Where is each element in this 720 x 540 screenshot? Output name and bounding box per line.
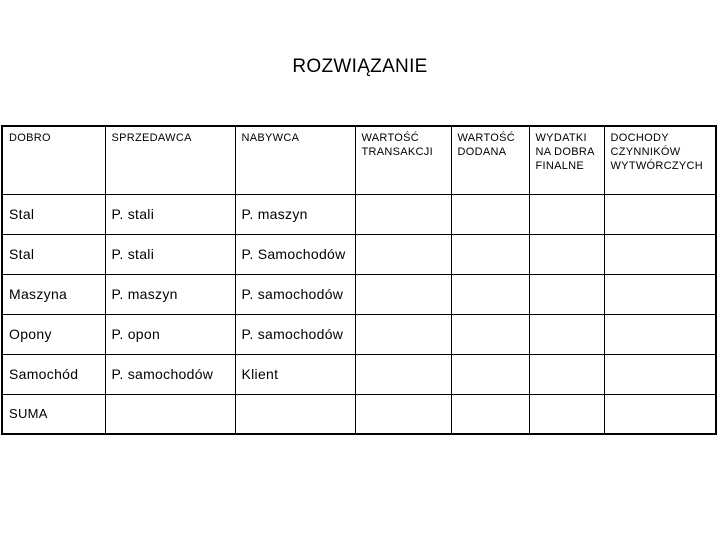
cell-dochody [604, 194, 716, 234]
header-wartosc-transakcji: WARTOŚĆ TRANSAKCJI [355, 126, 451, 194]
table-row [2, 354, 716, 394]
cell-wydatki [529, 234, 604, 274]
cell-sprzedawca: P. stali [105, 234, 235, 274]
header-dobro: DOBRO [2, 126, 105, 194]
cell-nabywca: P. maszyn [235, 194, 355, 234]
sum-row [2, 394, 716, 434]
cell-sprzedawca: P. stali [105, 194, 235, 234]
cell-dobro: Samochód [2, 354, 105, 394]
sum-label: SUMA [2, 394, 105, 434]
cell-nabywca: P. Samochodów [235, 234, 355, 274]
sum-cell [105, 394, 235, 434]
table-row [2, 314, 716, 354]
sum-cell [529, 394, 604, 434]
cell-wartosc-dodana [451, 314, 529, 354]
cell-wydatki [529, 194, 604, 234]
cell-sprzedawca: P. maszyn [105, 274, 235, 314]
cell-sprzedawca: P. opon [105, 314, 235, 354]
cell-nabywca: P. samochodów [235, 314, 355, 354]
cell-wartosc-transakcji [355, 354, 451, 394]
cell-wydatki [529, 274, 604, 314]
solution-table [1, 125, 717, 435]
cell-dobro: Stal [2, 234, 105, 274]
cell-nabywca: P. samochodów [235, 274, 355, 314]
cell-wartosc-transakcji [355, 314, 451, 354]
cell-wartosc-dodana [451, 194, 529, 234]
cell-dochody [604, 234, 716, 274]
cell-dobro: Maszyna [2, 274, 105, 314]
cell-dobro: Stal [2, 194, 105, 234]
cell-wartosc-dodana [451, 354, 529, 394]
sum-cell [235, 394, 355, 434]
header-sprzedawca: SPRZEDAWCA [105, 126, 235, 194]
cell-wartosc-transakcji [355, 194, 451, 234]
table-row [2, 274, 716, 314]
sum-cell [355, 394, 451, 434]
sum-cell [451, 394, 529, 434]
header-wydatki-na-dobra-finalne: WYDATKI NA DOBRA FINALNE [529, 126, 604, 194]
header-wartosc-dodana: WARTOŚĆ DODANA [451, 126, 529, 194]
sum-cell [604, 394, 716, 434]
cell-wartosc-transakcji [355, 234, 451, 274]
cell-wydatki [529, 314, 604, 354]
cell-dobro: Opony [2, 314, 105, 354]
cell-nabywca: Klient [235, 354, 355, 394]
table-row [2, 234, 716, 274]
cell-wartosc-transakcji [355, 274, 451, 314]
cell-dochody [604, 274, 716, 314]
slide-title: ROZWIĄZANIE [292, 56, 428, 77]
table-header-row [2, 126, 716, 194]
header-dochody-czynnikow: DOCHODY CZYNNIKÓW WYTWÓRCZYCH [604, 126, 716, 194]
cell-dochody [604, 354, 716, 394]
cell-wartosc-dodana [451, 274, 529, 314]
cell-wydatki [529, 354, 604, 394]
cell-sprzedawca: P. samochodów [105, 354, 235, 394]
cell-wartosc-dodana [451, 234, 529, 274]
header-nabywca: NABYWCA [235, 126, 355, 194]
cell-dochody [604, 314, 716, 354]
table-row [2, 194, 716, 234]
